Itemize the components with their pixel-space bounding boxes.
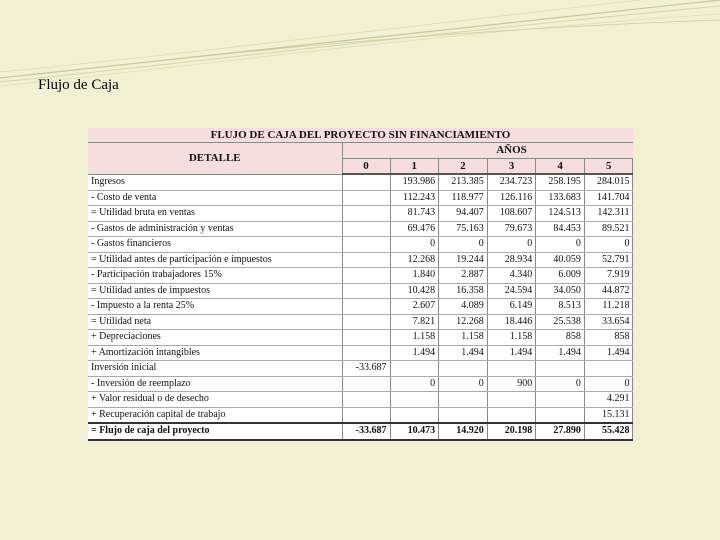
- cell-value: [342, 407, 390, 423]
- cell-value: [342, 330, 390, 346]
- cell-value: 40.059: [536, 252, 585, 268]
- cell-value: [342, 174, 390, 190]
- cell-value: [536, 392, 585, 408]
- cash-flow-table: [88, 128, 633, 441]
- cell-value: [536, 361, 585, 377]
- table-row: [88, 299, 633, 315]
- cell-value: 258.195: [536, 174, 585, 190]
- cell-value: 4.340: [487, 268, 536, 284]
- row-label: = Utilidad bruta en ventas: [88, 206, 342, 222]
- cell-value: 2.607: [390, 299, 439, 315]
- cell-value: 1.840: [390, 268, 439, 284]
- cell-value: 14.920: [439, 423, 488, 440]
- cell-value: [342, 252, 390, 268]
- cell-value: 55.428: [584, 423, 633, 440]
- cell-value: [342, 268, 390, 284]
- total-row: [88, 423, 633, 440]
- cell-value: [342, 206, 390, 222]
- cell-value: 0: [584, 237, 633, 253]
- cell-value: 10.428: [390, 283, 439, 299]
- cell-value: 8.513: [536, 299, 585, 315]
- table-row: [88, 206, 633, 222]
- cell-value: [487, 361, 536, 377]
- cell-value: -33.687: [342, 361, 390, 377]
- cell-value: 858: [584, 330, 633, 346]
- row-label: - Impuesto a la renta 25%: [88, 299, 342, 315]
- year-header: 4: [536, 158, 585, 174]
- cell-value: [342, 283, 390, 299]
- cell-value: 1.158: [439, 330, 488, 346]
- year-header: 2: [439, 158, 488, 174]
- cell-value: -33.687: [342, 423, 390, 440]
- cell-value: 12.268: [439, 314, 488, 330]
- cell-value: 0: [584, 376, 633, 392]
- cell-value: 75.163: [439, 221, 488, 237]
- table-row: [88, 314, 633, 330]
- cell-value: 89.521: [584, 221, 633, 237]
- cell-value: [342, 392, 390, 408]
- cell-value: [439, 407, 488, 423]
- row-label: = Utilidad neta: [88, 314, 342, 330]
- cell-value: 84.453: [536, 221, 585, 237]
- cell-value: 0: [487, 237, 536, 253]
- cell-value: 112.243: [390, 190, 439, 206]
- cell-value: 27.890: [536, 423, 585, 440]
- cell-value: 7.821: [390, 314, 439, 330]
- cell-value: [342, 237, 390, 253]
- table-row: [88, 237, 633, 253]
- row-label: + Recuperación capital de trabajo: [88, 407, 342, 423]
- cell-value: 0: [536, 376, 585, 392]
- row-label: = Flujo de caja del proyecto: [88, 423, 342, 440]
- cell-value: 1.158: [487, 330, 536, 346]
- cell-value: [487, 407, 536, 423]
- cell-value: 16.358: [439, 283, 488, 299]
- table-row: [88, 252, 633, 268]
- cell-value: 108.607: [487, 206, 536, 222]
- cell-value: [439, 361, 488, 377]
- row-label: Inversión inicial: [88, 361, 342, 377]
- cell-value: 15.131: [584, 407, 633, 423]
- row-label: - Participación trabajadores 15%: [88, 268, 342, 284]
- table-row: [88, 407, 633, 423]
- cell-value: 79.673: [487, 221, 536, 237]
- cell-value: 44.872: [584, 283, 633, 299]
- cash-flow-table-container: [88, 128, 633, 441]
- cell-value: 0: [536, 237, 585, 253]
- cell-value: 0: [390, 237, 439, 253]
- cell-value: 1.494: [536, 345, 585, 361]
- cell-value: 234.723: [487, 174, 536, 190]
- row-label: + Valor residual o de desecho: [88, 392, 342, 408]
- cell-value: [390, 361, 439, 377]
- cell-value: [390, 392, 439, 408]
- cell-value: 1.494: [439, 345, 488, 361]
- row-label: - Gastos financieros: [88, 237, 342, 253]
- table-row: [88, 268, 633, 284]
- cell-value: 1.494: [584, 345, 633, 361]
- slide-title: Flujo de Caja: [38, 77, 119, 93]
- table-body: [88, 174, 633, 440]
- cell-value: 52.791: [584, 252, 633, 268]
- cell-value: 124.513: [536, 206, 585, 222]
- cell-value: 213.385: [439, 174, 488, 190]
- cell-value: 33.654: [584, 314, 633, 330]
- row-label: - Inversión de reemplazo: [88, 376, 342, 392]
- cell-value: 0: [439, 376, 488, 392]
- row-label: = Utilidad antes de participación e impuestos: [88, 252, 342, 268]
- cell-value: 6.149: [487, 299, 536, 315]
- table-row: [88, 345, 633, 361]
- table-row: [88, 190, 633, 206]
- cell-value: 900: [487, 376, 536, 392]
- cell-value: 858: [536, 330, 585, 346]
- table-row: [88, 330, 633, 346]
- cell-value: 2.887: [439, 268, 488, 284]
- cell-value: 1.494: [390, 345, 439, 361]
- cell-value: 0: [390, 376, 439, 392]
- cell-value: 81.743: [390, 206, 439, 222]
- cell-value: 24.594: [487, 283, 536, 299]
- cell-value: [390, 407, 439, 423]
- cell-value: [487, 392, 536, 408]
- row-label: Ingresos: [88, 174, 342, 190]
- cell-value: 284.015: [584, 174, 633, 190]
- cell-value: 133.683: [536, 190, 585, 206]
- cell-value: 10.473: [390, 423, 439, 440]
- cell-value: [584, 361, 633, 377]
- cell-value: 28.934: [487, 252, 536, 268]
- cell-value: 18.446: [487, 314, 536, 330]
- cell-value: [342, 345, 390, 361]
- cell-value: 19.244: [439, 252, 488, 268]
- cell-value: [342, 314, 390, 330]
- table-row: [88, 221, 633, 237]
- table-row: [88, 376, 633, 392]
- cell-value: 11.218: [584, 299, 633, 315]
- cell-value: 12.268: [390, 252, 439, 268]
- cell-value: [342, 221, 390, 237]
- cell-value: 34.050: [536, 283, 585, 299]
- header-detalle: DETALLE: [88, 143, 342, 175]
- cell-value: 0: [439, 237, 488, 253]
- year-header: 0: [342, 158, 390, 174]
- cell-value: 1.158: [390, 330, 439, 346]
- table-title: FLUJO DE CAJA DEL PROYECTO SIN FINANCIAMIENTO: [88, 128, 633, 143]
- cell-value: 4.089: [439, 299, 488, 315]
- cell-value: [536, 407, 585, 423]
- header-anos: AÑOS: [390, 143, 633, 159]
- cell-value: 25.538: [536, 314, 585, 330]
- cell-value: 118.977: [439, 190, 488, 206]
- cell-value: 141.704: [584, 190, 633, 206]
- table-row: [88, 361, 633, 377]
- cell-value: [439, 392, 488, 408]
- row-label: - Costo de venta: [88, 190, 342, 206]
- row-label: + Amortización intangibles: [88, 345, 342, 361]
- cell-value: 7.919: [584, 268, 633, 284]
- row-label: - Gastos de administración y ventas: [88, 221, 342, 237]
- table-row: [88, 283, 633, 299]
- cell-value: 20.198: [487, 423, 536, 440]
- year-header: 1: [390, 158, 439, 174]
- table-row: [88, 392, 633, 408]
- cell-value: 1.494: [487, 345, 536, 361]
- cell-value: 94.407: [439, 206, 488, 222]
- cell-value: 193.986: [390, 174, 439, 190]
- year-header: 3: [487, 158, 536, 174]
- row-label: = Utilidad antes de impuestos: [88, 283, 342, 299]
- cell-value: [342, 190, 390, 206]
- cell-value: 142.311: [584, 206, 633, 222]
- cell-value: [342, 299, 390, 315]
- cell-value: 4.291: [584, 392, 633, 408]
- table-row: [88, 174, 633, 190]
- year-header: 5: [584, 158, 633, 174]
- cell-value: 6.009: [536, 268, 585, 284]
- cell-value: 126.116: [487, 190, 536, 206]
- row-label: + Depreciaciones: [88, 330, 342, 346]
- cell-value: [342, 376, 390, 392]
- cell-value: 69.476: [390, 221, 439, 237]
